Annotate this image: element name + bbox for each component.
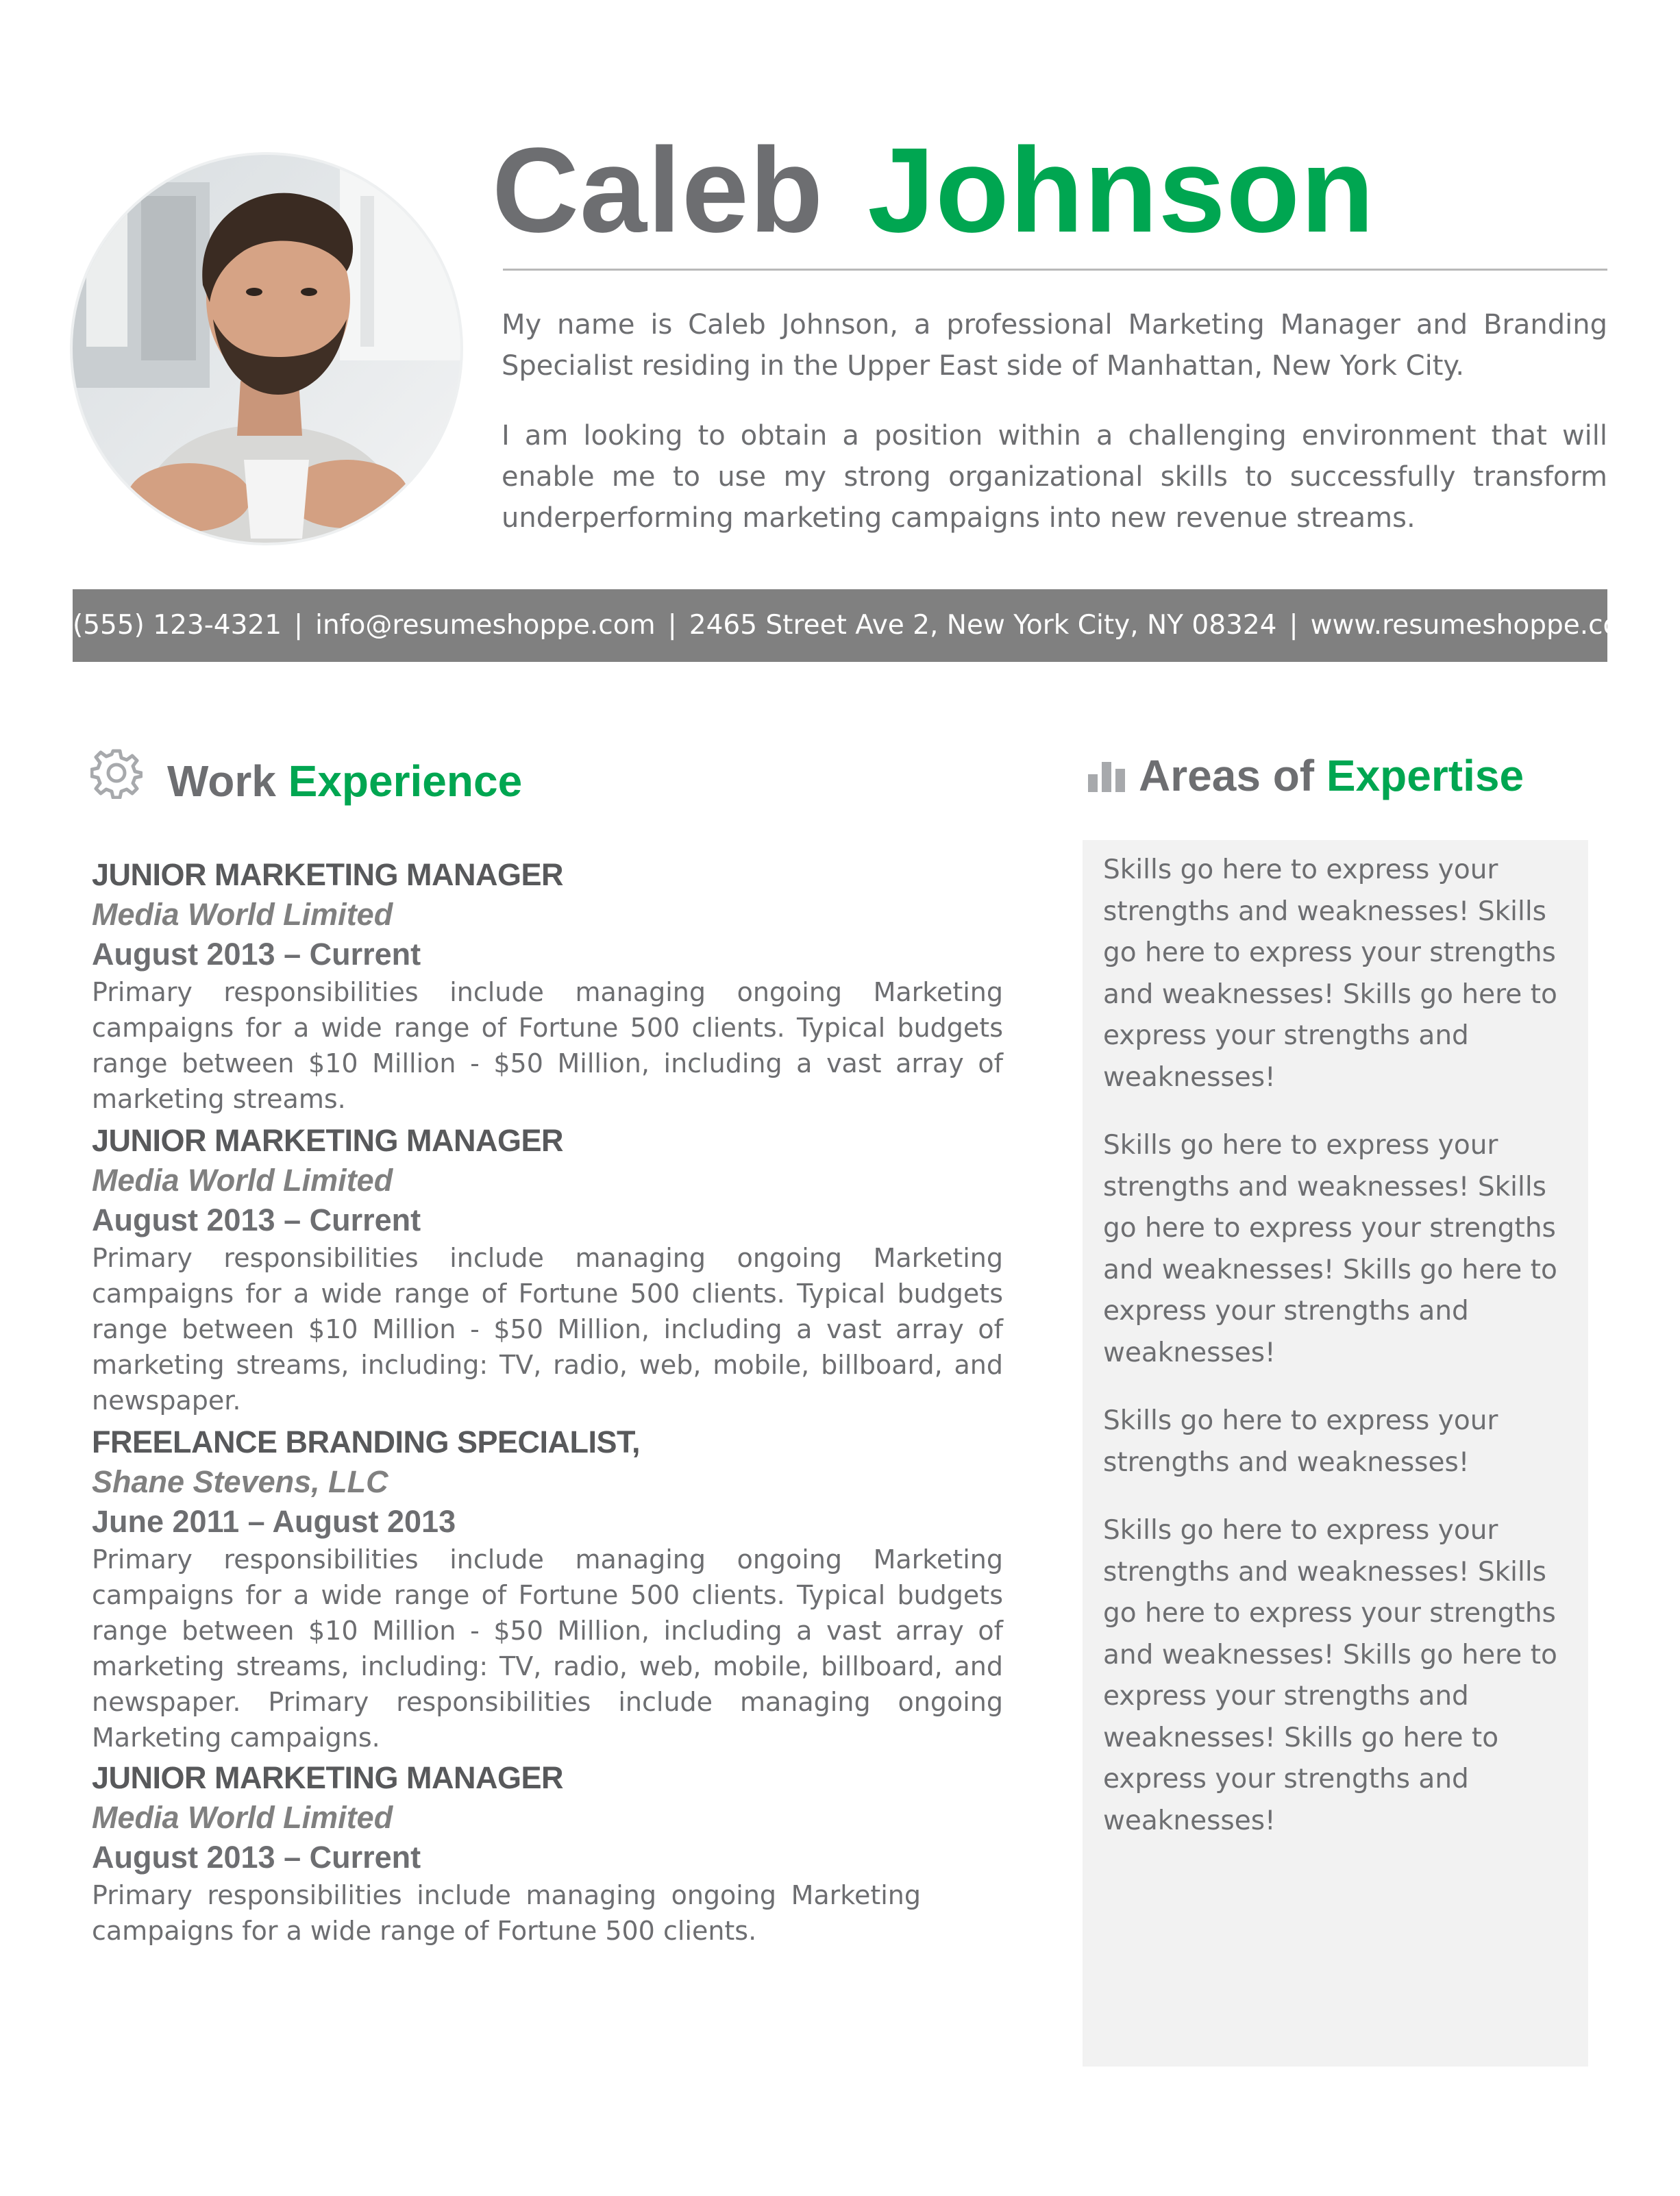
job-company: Media World Limited: [92, 1163, 393, 1198]
profile-photo: [73, 155, 460, 543]
first-name: Caleb: [492, 123, 824, 258]
work-heading-part2: Experience: [288, 756, 523, 806]
intro-paragraph: My name is Caleb Johnson, a professional Marketing Manager and Branding Specialist residing in the Upper East side of Manhattan, New York City.: [502, 309, 1607, 382]
contact-website[interactable]: www.resumeshoppe.com: [1310, 610, 1646, 641]
contact-bar: [73, 589, 1646, 662]
expertise-paragraph: Skills go here to express your strengths and weaknesses! Skills go here to express your strengths and weaknesses! Skills go here to express your strengths and weaknesses!: [1103, 1130, 1557, 1368]
expertise-heading: [1139, 751, 1524, 800]
contact-separator: |: [667, 610, 677, 641]
job-entry: [92, 1422, 1003, 1755]
last-name: Johnson: [867, 123, 1375, 258]
job-title: JUNIOR MARKETING MANAGER: [92, 1760, 564, 1795]
candidate-name: [492, 123, 1375, 258]
job-description: Primary responsibilities include managing ongoing Marketing campaigns for a wide range of Fortune 500 clients. Typical budgets range between $10 Million - $50 Million, including a vast array of marketing streams, including: TV, radio, web, mobile, billboard, and newspaper.: [92, 1243, 1003, 1416]
job-dates: August 2013 – Current: [92, 1202, 421, 1237]
contact-email[interactable]: info@resumeshoppe.com: [315, 610, 656, 641]
job-description: Primary responsibilities include managing ongoing Marketing campaigns for a wide range of Fortune 500 clients. Typical budgets range between $10 Million - $50 Million, including a vast array of marketing streams, including: TV, radio, web, mobile, billboard, and newspaper. Primary responsibilities include managing ongoing Marketing campaigns.: [92, 1544, 1003, 1753]
contact-address: 2465 Street Ave 2, New York City, NY 08324: [689, 610, 1277, 641]
job-description: Primary responsibilities include managing ongoing Marketing campaigns for a wide range of Fortune 500 clients.: [92, 1880, 921, 1946]
job-description: Primary responsibilities include managing ongoing Marketing campaigns for a wide range of Fortune 500 clients. Typical budgets range between $10 Million - $50 Million, including a vast array of marketing streams.: [92, 977, 1003, 1114]
job-title: FREELANCE BRANDING SPECIALIST,: [92, 1424, 641, 1459]
contact-phone: (555) 123-4321: [73, 610, 282, 641]
job-entry: [92, 1758, 921, 1949]
job-entry: [92, 855, 1003, 1117]
gear-icon: [90, 747, 143, 799]
job-company: Media World Limited: [92, 1800, 393, 1835]
contact-separator: |: [294, 610, 304, 641]
job-dates: June 2011 – August 2013: [92, 1504, 456, 1539]
job-title: JUNIOR MARKETING MANAGER: [92, 857, 564, 892]
contact-separator: |: [1289, 610, 1298, 641]
job-dates: August 2013 – Current: [92, 1840, 421, 1875]
job-company: Shane Stevens, LLC: [92, 1464, 388, 1499]
work-heading-part1: Work: [167, 756, 276, 806]
job-dates: August 2013 – Current: [92, 937, 421, 972]
expertise-paragraph: Skills go here to express your strengths and weaknesses! Skills go here to express your strengths and weaknesses! Skills go here to express your strengths and weaknesses! Skills go here to express your strengths and weaknesses!: [1103, 1515, 1557, 1836]
job-title: JUNIOR MARKETING MANAGER: [92, 1123, 564, 1158]
expertise-heading-part2: Expertise: [1326, 751, 1524, 800]
job-entry: [92, 1121, 1003, 1418]
job-company: Media World Limited: [92, 897, 393, 932]
expertise-paragraph: Skills go here to express your strengths and weaknesses!: [1103, 1405, 1498, 1478]
work-experience-heading: [167, 756, 523, 806]
expertise-heading-part1: Areas of: [1139, 751, 1315, 800]
bar-chart-icon: [1088, 758, 1126, 792]
intro-summary: [502, 304, 1607, 567]
intro-paragraph: I am looking to obtain a position within a challenging environment that will enable me to use my strong organizational skills to successfully transform underperforming marketing campaigns into new revenue streams.: [502, 420, 1607, 534]
expertise-text: [1103, 850, 1576, 1868]
name-divider: [503, 269, 1607, 271]
expertise-paragraph: Skills go here to express your strengths and weaknesses! Skills go here to express your strengths and weaknesses! Skills go here to express your strengths and weaknesses!: [1103, 854, 1557, 1093]
